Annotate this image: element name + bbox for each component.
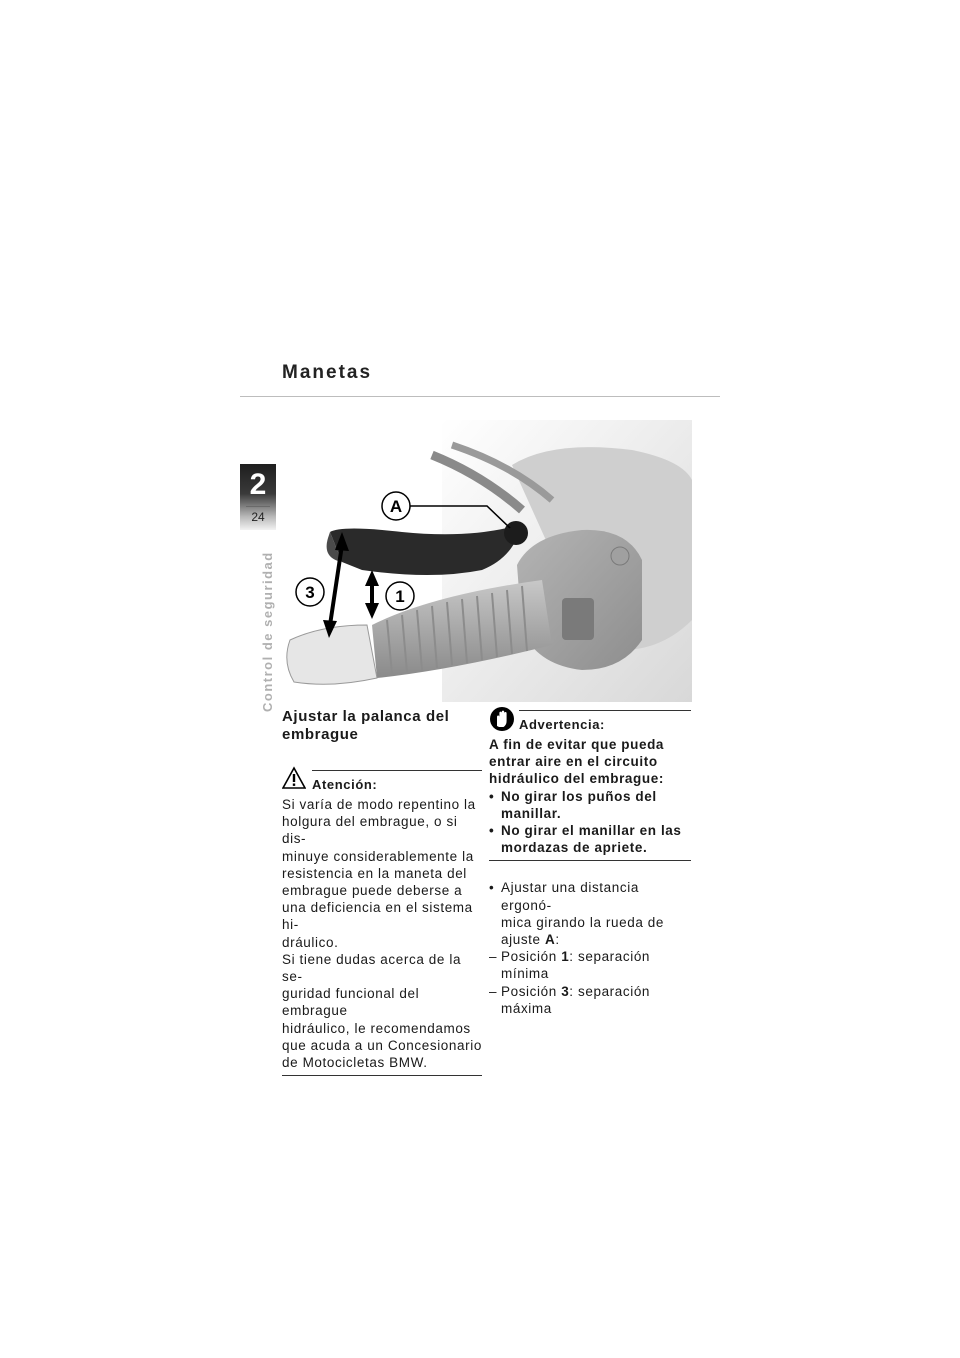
chapter-number: 2 [249,468,267,501]
caution-line: dráulico. [282,934,339,950]
left-column [282,706,482,1076]
chapter-separator [246,506,270,507]
chapter-tab [240,464,276,530]
step-line: : separación [569,949,651,965]
step-line: máxima [501,1000,552,1016]
callout-3-label: 3 [305,583,315,602]
header-rule [240,396,720,397]
warning-line: hidráulico del embrague: [489,771,664,787]
warning-rule [519,710,691,711]
warning-item-line: manillar. [501,805,562,821]
caution-line: una deficiencia en el sistema hi- [282,900,473,933]
bullet-marker: • [489,823,495,839]
page-title: Manetas [282,362,373,383]
warning-intro [489,736,691,788]
caution-end-rule [282,1075,482,1076]
caution-line: minuye considerablemente la [282,848,474,864]
warning-line: A fin de evitar que pueda [489,737,665,752]
bullet-marker: • [489,788,495,804]
caution-text [282,796,482,1071]
caution-line: que acuda a un Concesionario [282,1037,482,1053]
warning-item-line: No girar el manillar en las [501,823,682,839]
arrow-1-head-top [365,570,379,586]
step-line: Ajustar una distancia ergonó- [501,880,639,913]
step-item [489,948,691,982]
bar-end [287,625,377,684]
warning-header [489,706,691,736]
right-column [489,706,691,1017]
dash-marker: – [489,949,498,965]
dash-marker: – [489,983,498,999]
adjuster-wheel [504,521,528,545]
switch-button [562,598,594,640]
caution-line: resistencia en la maneta del [282,865,467,881]
warning-triangle-icon [282,766,306,790]
callout-1-label: 1 [395,587,405,606]
bullet-marker: • [489,880,495,896]
caution-line: holgura del embrague, o si dis- [282,814,458,847]
step-line: mica girando la rueda de [501,914,664,930]
section-heading: Ajustar la palanca del embrague [282,708,450,743]
caution-header [282,766,482,796]
caution-line: Si varía de modo repentino la [282,797,476,812]
step-line: : separación [569,983,651,999]
warning-item-line: mordazas de apriete. [501,840,648,856]
stop-hand-icon [489,706,515,732]
warning-item-line: No girar los puños del [501,788,657,804]
step-ref: 3 [561,983,570,999]
step-line: ajuste [501,932,545,948]
steps-list [489,879,691,1017]
housing-button [611,547,629,565]
page-number: 24 [251,510,265,524]
warning-end-rule [489,860,691,861]
caution-rule [312,770,482,771]
chapter-side-label: Control de seguridad [260,551,275,712]
warning-label: Advertencia: [519,717,605,732]
step-line: : [555,932,560,948]
step-ref: 1 [561,949,570,965]
clutch-lever-illustration [282,420,692,702]
caution-line: de Motocicletas BMW. [282,1055,428,1071]
callout-a-label: A [389,497,403,516]
caution-line: embrague puede deberse a [282,883,463,899]
step-line: mínima [501,966,549,982]
warning-item [489,788,691,822]
caution-label: Atención: [312,777,378,792]
step-line: Posición [501,949,562,965]
caution-line: Si tiene dudas acerca de la se- [282,951,462,985]
warning-list [489,788,691,857]
caution-line: guridad funcional del embrague [282,986,420,1019]
arrow-1-head-bottom [365,603,379,619]
caution-line: hidráulico, le recomendamos [282,1020,471,1036]
step-line: Posición [501,983,562,999]
step-ref: A [544,932,556,948]
step-item [489,879,691,948]
warning-line: entrar aire en el circuito [489,754,658,770]
warning-item [489,822,691,856]
step-item [489,983,691,1017]
